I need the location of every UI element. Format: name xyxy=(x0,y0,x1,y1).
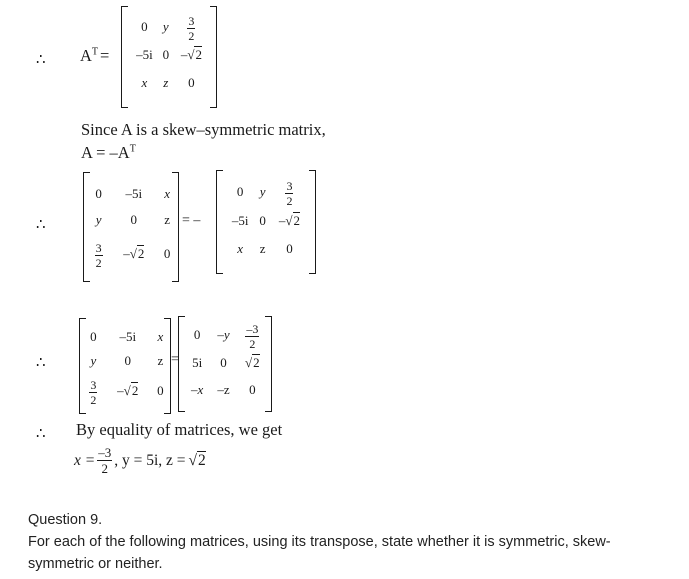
cell: √2 xyxy=(244,355,260,370)
cell: $\frac{3}{2}$ xyxy=(286,178,293,208)
cell: –√2 xyxy=(180,47,202,62)
cell: 0 xyxy=(162,47,170,62)
cell: x xyxy=(157,329,164,344)
cell: –√2 xyxy=(117,383,139,398)
cell: x xyxy=(237,241,244,256)
cell: –5i xyxy=(231,213,249,228)
equals-sign: = xyxy=(100,46,110,65)
question-body-line-1: For each of the following matrices, using its transpose, state whether it is symmetric, skew- xyxy=(28,534,611,550)
result-values: x = $\frac{-3}{2}$ , y = 5i, z = √2 xyxy=(74,445,206,476)
y-z-values: , y = 5i, z = xyxy=(114,451,186,469)
since-statement: Since A is a skew–symmetric matrix, xyxy=(81,120,326,139)
x-label: x = xyxy=(74,451,96,469)
question-body-line-2: symmetric or neither. xyxy=(28,556,163,572)
skew-equation: $A = -A^T$ xyxy=(81,143,136,162)
cell: $\frac{3}{2}$ xyxy=(188,13,195,43)
matrix-a-left xyxy=(79,318,171,414)
cell: 0 xyxy=(249,382,256,397)
transpose-matrix xyxy=(121,6,217,108)
cell: 0 xyxy=(90,329,97,344)
cell: –√2 xyxy=(123,246,145,261)
therefore-symbol: ∴ xyxy=(36,426,47,442)
cell: z xyxy=(164,212,171,227)
cell: y xyxy=(162,19,169,34)
therefore-symbol: ∴ xyxy=(36,355,47,371)
cell: –5i xyxy=(136,47,153,62)
cell: $\frac{3}{2}$ xyxy=(90,377,97,407)
matrix-a-left xyxy=(83,172,179,282)
cell: y xyxy=(259,184,266,199)
cell: –5i xyxy=(125,186,143,201)
cell: –z xyxy=(217,382,230,397)
cell: –5i xyxy=(119,329,137,344)
cell: 0 xyxy=(163,246,171,261)
cell: 0 xyxy=(220,355,227,370)
transpose-label xyxy=(80,46,109,66)
cell: 0 xyxy=(193,327,201,342)
cell: z xyxy=(157,353,164,368)
cell: y xyxy=(90,353,97,368)
cell: 0 xyxy=(286,241,293,256)
cell: –x xyxy=(191,382,204,397)
cell: 0 xyxy=(236,184,244,199)
cell: 0 xyxy=(259,213,266,228)
therefore-symbol: ∴ xyxy=(36,52,47,68)
equals-negative: = – xyxy=(182,213,201,228)
cell: –√2 xyxy=(278,213,301,228)
x-fraction: $\frac{-3}{2}$ xyxy=(98,445,112,476)
cell: z xyxy=(259,241,266,256)
cell: 0 xyxy=(124,353,131,368)
cell: $\frac{-3}{2}$ xyxy=(246,321,259,351)
cell: 0 xyxy=(188,75,195,90)
cell: x xyxy=(164,186,171,201)
transpose-superscript: T xyxy=(91,46,99,58)
therefore-symbol: ∴ xyxy=(36,217,47,233)
cell: $\frac{3}{2}$ xyxy=(95,240,102,270)
transpose-matrix-right xyxy=(216,170,316,274)
cell: x xyxy=(141,75,148,90)
cell: 0 xyxy=(95,186,102,201)
matrix-symbol: A xyxy=(80,46,92,65)
cell: 0 xyxy=(141,19,148,34)
cell: 0 xyxy=(157,383,164,398)
equals-sign: = xyxy=(171,352,179,367)
cell: 5i xyxy=(192,355,203,370)
cell: y xyxy=(95,212,102,227)
cell: 0 xyxy=(130,212,138,227)
negative-transpose-matrix xyxy=(178,316,272,412)
cell: –y xyxy=(217,327,230,342)
cell: z xyxy=(163,75,169,90)
question-title: Question 9. xyxy=(28,512,103,528)
equality-statement: By equality of matrices, we get xyxy=(76,420,283,439)
